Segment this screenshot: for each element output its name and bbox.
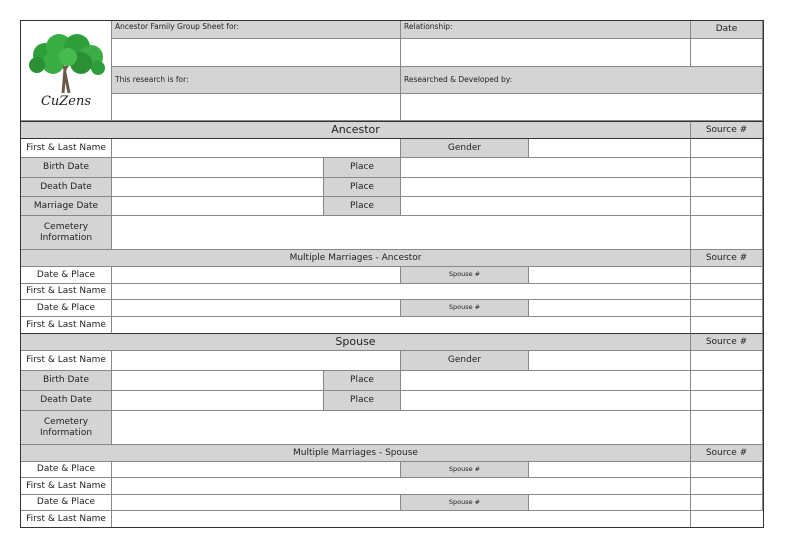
spouse-death-place-label: Place xyxy=(324,391,401,411)
spouse-marriage-1-spouse-num-field[interactable] xyxy=(529,462,691,478)
spouse-marriage-2-name-label: First & Last Name xyxy=(21,511,112,527)
ancestor-name-field[interactable] xyxy=(112,139,401,158)
spouse-marriage-2-date-place-label: Date & Place xyxy=(21,495,112,511)
spouse-name-field[interactable] xyxy=(112,351,401,371)
ancestor-death-place-label: Place xyxy=(324,178,401,197)
spouse-marriages-section-title: Multiple Marriages - Spouse xyxy=(21,445,691,462)
spouse-marriage-2-name-field[interactable] xyxy=(112,511,691,527)
logo xyxy=(21,21,112,121)
spouse-marriage-1-source-field[interactable] xyxy=(691,462,763,478)
ancestor-marriage-place-label: Place xyxy=(324,197,401,216)
family-group-sheet-for-field[interactable] xyxy=(112,39,401,67)
spouse-marriage-1-name-field[interactable] xyxy=(112,478,691,495)
ancestor-section-title: Ancestor xyxy=(21,121,691,139)
ancestor-marriage-source-field[interactable] xyxy=(691,197,763,216)
date-field[interactable] xyxy=(691,39,763,67)
spouse-death-label: Death Date xyxy=(21,391,112,411)
ancestor-birth-place-field[interactable] xyxy=(401,158,691,178)
tree-logo-icon xyxy=(25,33,109,93)
spouse-marriage-1-name-label: First & Last Name xyxy=(21,478,112,495)
ancestor-gender-field[interactable] xyxy=(529,139,691,158)
ancestor-cemetery-source-field[interactable] xyxy=(691,216,763,250)
date-label: Date xyxy=(691,21,763,39)
spouse-marriage-2-spouse-num-label: Spouse # xyxy=(401,495,529,511)
ancestor-marriage-2-date-place-field[interactable] xyxy=(112,300,401,317)
ancestor-gender-label: Gender xyxy=(401,139,529,158)
ancestor-marriages-source-label: Source # xyxy=(691,250,763,267)
spouse-cemetery-field[interactable] xyxy=(112,411,691,445)
relationship-label: Relationship: xyxy=(401,21,691,39)
spouse-marriages-source-label: Source # xyxy=(691,445,763,462)
ancestor-birth-place-label: Place xyxy=(324,158,401,178)
ancestor-marriage-label: Marriage Date xyxy=(21,197,112,216)
ancestor-name-source-field[interactable] xyxy=(691,139,763,158)
ancestor-death-source-field[interactable] xyxy=(691,178,763,197)
spouse-birth-label: Birth Date xyxy=(21,371,112,391)
ancestor-marriage-1-spouse-num-label: Spouse # xyxy=(401,267,529,284)
ancestor-marriage-1-name-field[interactable] xyxy=(112,284,691,300)
family-group-sheet-for-label: Ancestor Family Group Sheet for: xyxy=(112,21,401,39)
ancestor-birth-date-field[interactable] xyxy=(112,158,324,178)
spouse-cemetery-source-field[interactable] xyxy=(691,411,763,445)
ancestor-death-place-field[interactable] xyxy=(401,178,691,197)
spouse-marriage-2-spouse-num-field[interactable] xyxy=(529,495,691,511)
spouse-birth-date-field[interactable] xyxy=(112,371,324,391)
ancestor-marriages-section-title: Multiple Marriages - Ancestor xyxy=(21,250,691,267)
spouse-marriage-2-source-field[interactable] xyxy=(691,495,763,511)
ancestor-marriage-2-name-field[interactable] xyxy=(112,317,691,334)
ancestor-death-label: Death Date xyxy=(21,178,112,197)
ancestor-marriage-1-date-place-field[interactable] xyxy=(112,267,401,284)
spouse-death-date-field[interactable] xyxy=(112,391,324,411)
researched-by-field[interactable] xyxy=(401,94,763,121)
spouse-gender-label: Gender xyxy=(401,351,529,371)
ancestor-marriage-1-source-field[interactable] xyxy=(691,267,763,284)
ancestor-birth-label: Birth Date xyxy=(21,158,112,178)
ancestor-death-date-field[interactable] xyxy=(112,178,324,197)
ancestor-marriage-2-name-label: First & Last Name xyxy=(21,317,112,334)
spouse-marriage-1-spouse-num-label: Spouse # xyxy=(401,462,529,478)
ancestor-marriage-date-field[interactable] xyxy=(112,197,324,216)
ancestor-marriage-2-spouse-num-field[interactable] xyxy=(529,300,691,317)
spouse-birth-place-field[interactable] xyxy=(401,371,691,391)
spouse-death-place-field[interactable] xyxy=(401,391,691,411)
ancestor-birth-source-field[interactable] xyxy=(691,158,763,178)
spouse-marriage-1-date-place-label: Date & Place xyxy=(21,462,112,478)
spouse-marriage-1-name-source-field[interactable] xyxy=(691,478,763,495)
ancestor-source-label: Source # xyxy=(691,121,763,139)
ancestor-marriage-1-spouse-num-field[interactable] xyxy=(529,267,691,284)
ancestor-marriage-2-source-field[interactable] xyxy=(691,300,763,317)
research-for-label: This research is for: xyxy=(112,67,401,94)
spouse-marriage-2-name-source-field[interactable] xyxy=(691,511,763,527)
ancestor-marriage-2-date-place-label: Date & Place xyxy=(21,300,112,317)
ancestor-marriage-1-name-source-field[interactable] xyxy=(691,284,763,300)
spouse-marriage-1-date-place-field[interactable] xyxy=(112,462,401,478)
spouse-section-title: Spouse xyxy=(21,334,691,351)
ancestor-marriage-place-field[interactable] xyxy=(401,197,691,216)
ancestor-marriage-2-spouse-num-label: Spouse # xyxy=(401,300,529,317)
spouse-death-source-field[interactable] xyxy=(691,391,763,411)
spouse-name-label: First & Last Name xyxy=(21,351,112,371)
spouse-birth-source-field[interactable] xyxy=(691,371,763,391)
spouse-marriage-2-date-place-field[interactable] xyxy=(112,495,401,511)
family-group-sheet xyxy=(20,20,764,528)
ancestor-marriage-2-name-source-field[interactable] xyxy=(691,317,763,334)
spouse-name-source-field[interactable] xyxy=(691,351,763,371)
spouse-source-label: Source # xyxy=(691,334,763,351)
ancestor-cemetery-label: Cemetery Information xyxy=(21,216,112,250)
ancestor-marriage-1-name-label: First & Last Name xyxy=(21,284,112,300)
spouse-gender-field[interactable] xyxy=(529,351,691,371)
spouse-cemetery-label: Cemetery Information xyxy=(21,411,112,445)
spouse-birth-place-label: Place xyxy=(324,371,401,391)
research-for-field[interactable] xyxy=(112,94,401,121)
logo-wordmark: CuZens xyxy=(40,94,92,109)
researched-by-label: Researched & Developed by: xyxy=(401,67,763,94)
ancestor-marriage-1-date-place-label: Date & Place xyxy=(21,267,112,284)
relationship-field[interactable] xyxy=(401,39,691,67)
ancestor-cemetery-field[interactable] xyxy=(112,216,691,250)
ancestor-name-label: First & Last Name xyxy=(21,139,112,158)
